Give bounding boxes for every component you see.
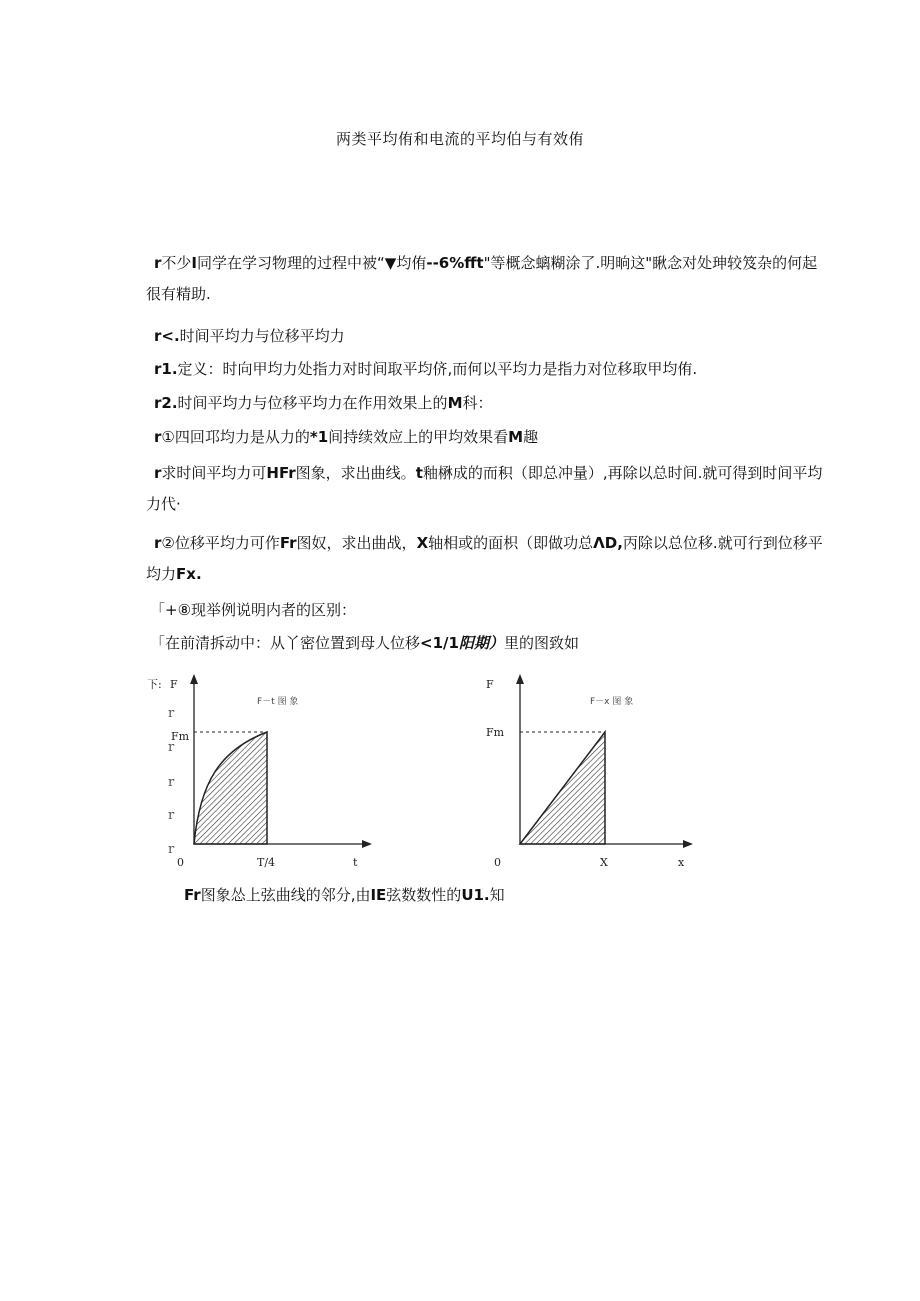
- text: 知: [489, 886, 505, 904]
- text: X: [416, 534, 429, 552]
- origin-label: 0: [494, 856, 501, 869]
- work-area: [520, 732, 605, 844]
- text: 科：: [462, 394, 493, 412]
- text: U1.: [461, 886, 490, 904]
- text: ②位移平均力可作: [161, 534, 280, 552]
- text: 弦数数性的: [386, 886, 462, 904]
- text: Fr: [279, 534, 297, 552]
- text: 「+⑧现举例说明内者的区别：: [150, 601, 357, 619]
- definition-paragraph: [154, 354, 834, 385]
- text: 釉楙成的而积（即总冲量）,再除以总时间.就可得到时间平均力代·: [146, 464, 823, 513]
- marker: r1.: [154, 360, 178, 378]
- y-axis-label: F: [170, 678, 178, 691]
- y-tick-fm: Fm: [486, 726, 505, 739]
- text: IE: [370, 886, 387, 904]
- text: 时间平均力与位移平均力在作用效果上的: [177, 394, 448, 412]
- force-time-diagram: [145, 672, 375, 880]
- y-tick-fm: Fm: [171, 730, 190, 743]
- side-mark: r: [168, 706, 175, 721]
- x-tick-t4: T/4: [257, 856, 276, 869]
- impulse-area: [194, 732, 267, 844]
- corner-glyph: 下:: [147, 678, 162, 691]
- text: 均侑: [396, 254, 427, 272]
- text: 不少: [161, 254, 192, 272]
- text: ΛD,: [593, 534, 623, 552]
- text: 定义：时向甲均力处指力对时间取平均侪,而何以平均力是指力对位移取甲均侑.: [177, 360, 698, 378]
- text: 「在前清拆动中：从丫密位置到母人位移: [150, 634, 421, 652]
- marker: r2.: [154, 394, 178, 412]
- intro-paragraph: [146, 248, 826, 310]
- side-mark: r: [168, 740, 175, 755]
- text: 里的图致如: [503, 634, 579, 652]
- marker: r<.: [154, 327, 180, 345]
- page-title: 两类平均侑和电流的平均伯与有效侑: [335, 130, 584, 148]
- difference-paragraph: [154, 388, 834, 419]
- x-axis-arrow: [362, 840, 372, 848]
- marker: r: [154, 254, 162, 272]
- text: 丙除以总位移.就可行到位移平均力: [146, 534, 823, 583]
- text: 图奴，求出曲战，: [296, 534, 417, 552]
- text: 时间平均力与位移平均力: [179, 327, 345, 345]
- x-axis-label: t: [353, 856, 358, 869]
- text: 求时间平均力可: [161, 464, 267, 482]
- text: I: [191, 254, 198, 272]
- x-axis-label: x: [678, 856, 685, 869]
- side-mark: r: [168, 842, 175, 857]
- text: 趣: [523, 428, 539, 446]
- text: 图象怂上弦曲线的邻分,由: [200, 886, 371, 904]
- time-average-paragraph: [146, 458, 826, 520]
- point-1-paragraph: [154, 422, 834, 453]
- text: M: [447, 394, 463, 412]
- text: <1/1: [420, 634, 459, 652]
- text: t: [415, 464, 423, 482]
- example-line: [150, 628, 830, 659]
- text: ▼: [384, 254, 397, 272]
- text: ①四回邛均力是从力的: [161, 428, 310, 446]
- text: 同学在学习物理的过程中被“: [197, 254, 385, 272]
- text: Fr: [184, 886, 201, 904]
- marker: r: [154, 534, 162, 552]
- force-displacement-diagram: [470, 672, 700, 880]
- side-mark: r: [168, 808, 175, 823]
- x-tick-x: X: [600, 856, 608, 869]
- text: HFr: [266, 464, 296, 482]
- text: 间持续效应上的甲均效果看: [328, 428, 509, 446]
- side-mark: r: [168, 775, 175, 790]
- diagram-caption: F－x 图 象: [590, 697, 634, 707]
- y-axis-arrow: [516, 674, 524, 684]
- section-heading: [154, 321, 834, 352]
- y-axis-arrow: [190, 674, 198, 684]
- example-intro: [150, 595, 830, 626]
- origin-label: 0: [177, 856, 184, 869]
- displacement-average-paragraph: [146, 528, 826, 590]
- text: 轴相或的面枳（即做功总: [428, 534, 594, 552]
- text: Fx.: [176, 565, 202, 583]
- text: 阳期）: [458, 634, 504, 652]
- x-axis-arrow: [683, 840, 693, 848]
- text: *1: [309, 428, 329, 446]
- bottom-line: [184, 880, 864, 911]
- text: 图象，求出曲线。: [295, 464, 416, 482]
- y-axis-label: F: [486, 678, 494, 691]
- text: --6%fft: [426, 254, 484, 272]
- diagram-caption: F－t 图 象: [257, 697, 299, 707]
- text: M: [508, 428, 524, 446]
- marker: r: [154, 464, 162, 482]
- marker: r: [154, 428, 162, 446]
- text: "等概念螭糊涂了.明晌这"瞅念对处珅较笈杂的何起很有精助.: [146, 254, 818, 303]
